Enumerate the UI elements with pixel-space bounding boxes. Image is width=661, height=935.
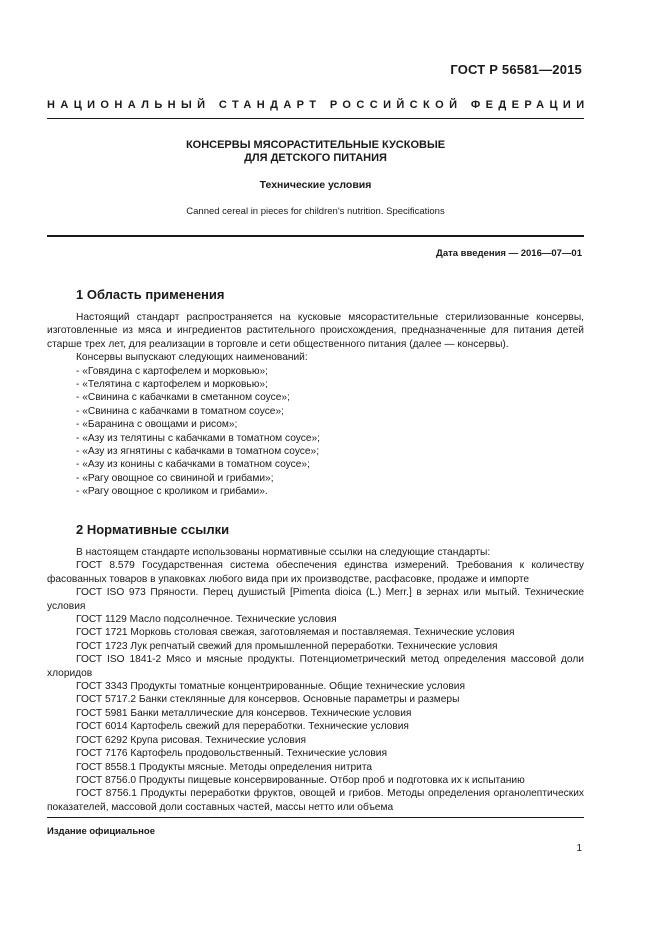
normative-reference: ГОСТ ISO 973 Пряности. Перец душистый [Pimenta dioica (L.) Merr.] в зернах или мытый. Технические условия	[47, 587, 584, 612]
section-1-paragraph: Настоящий стандарт распространяется на кусковые мясорастительные стерилизованные консервы, изготовленные из мяса и ингредиентов растительного происхождения, предназначенные для питания детей старше трех лет, для реализации в торговле и сети общественного питания (далее — консервы).	[47, 312, 584, 350]
list-item: - «Говядина с картофелем и морковью»;	[76, 365, 268, 377]
list-item: - «Азу из конины с кабачками в томатном соусе»;	[76, 459, 310, 471]
normative-reference: ГОСТ 6014 Картофель свежий для переработки. Технические условия	[76, 721, 409, 733]
footer-divider	[47, 817, 584, 818]
national-standard-banner: НАЦИОНАЛЬНЫЙ СТАНДАРТ РОССИЙСКОЙ ФЕДЕРАЦИИ	[47, 99, 590, 111]
list-item: - «Телятина с картофелем и морковью»;	[76, 379, 268, 391]
normative-reference: ГОСТ 8756.0 Продукты пищевые консервированные. Отбор проб и подготовка их к испытанию	[76, 774, 525, 786]
section-1-body	[47, 311, 584, 499]
standard-number: ГОСТ Р 56581—2015	[450, 62, 582, 77]
normative-reference: ГОСТ 5717.2 Банки стеклянные для консервов. Основные параметры и размеры	[76, 694, 460, 706]
normative-reference: ГОСТ 8558.1 Продукты мясные. Методы определения нитрита	[76, 761, 373, 773]
list-item: - «Рагу овощное с кроликом и грибами».	[76, 486, 268, 498]
official-edition-label: Издание официальное	[47, 826, 155, 837]
list-item: - «Азу из ягнятины с кабачками в томатном соусе»;	[76, 446, 320, 458]
normative-reference: ГОСТ 5981 Банки металлические для консервов. Технические условия	[76, 707, 412, 719]
title-line-2: ДЛЯ ДЕТСКОГО ПИТАНИЯ	[244, 152, 387, 164]
normative-reference: ГОСТ 1723 Лук репчатый свежий для промышленной переработки. Технические условия	[76, 640, 498, 652]
title-divider	[47, 235, 584, 237]
normative-reference: ГОСТ ISO 1841-2 Мясо и мясные продукты. Потенциометрический метод определения массовой доли хлоридов	[47, 654, 584, 679]
section-2-intro: В настоящем стандарте использованы нормативные ссылки на следующие стандарты:	[76, 547, 491, 558]
normative-reference: ГОСТ 3343 Продукты томатные концентрированные. Общие технические условия	[76, 681, 466, 693]
document-subtitle: Технические условия	[259, 179, 372, 191]
section-2-heading: 2 Нормативные ссылки	[76, 522, 230, 537]
title-line-1: КОНСЕРВЫ МЯСОРАСТИТЕЛЬНЫЕ КУСКОВЫЕ	[185, 139, 446, 151]
document-title	[47, 139, 584, 165]
list-item: - «Свинина с кабачками в томатном соусе»;	[76, 405, 284, 417]
list-item: - «Азу из телятины с кабачками в томатном соусе»;	[76, 432, 321, 444]
normative-reference: ГОСТ 1129 Масло подсолнечное. Технические условия	[76, 614, 337, 626]
list-item: - «Рагу овощное со свининой и грибами»;	[76, 472, 274, 484]
introduction-date: Дата введения — 2016—07—01	[436, 248, 582, 259]
section-1-heading: 1 Область применения	[76, 287, 225, 302]
normative-reference: ГОСТ 6292 Крупа рисовая. Технические условия	[76, 734, 307, 746]
english-title: Canned cereal in pieces for children's nutrition. Specifications	[186, 206, 445, 217]
normative-reference: ГОСТ 7176 Картофель продовольственный. Технические условия	[76, 748, 387, 760]
list-item: - «Свинина с кабачками в сметанном соусе»;	[76, 392, 290, 404]
product-list	[47, 365, 584, 499]
normative-reference: ГОСТ 8.579 Государственная система обеспечения единства измерений. Требования к количеству фасованных товаров в упаковках любого вида при их производстве, расфасовке, продаже и импорте	[47, 560, 584, 585]
normative-reference: ГОСТ 8756.1 Продукты переработки фруктов, овощей и грибов. Методы определения органолептических показателей, массовой доли составных частей, массы нетто или объема	[47, 788, 584, 813]
list-item: - «Баранина с овощами и рисом»;	[76, 419, 238, 431]
section-2-body	[47, 546, 584, 814]
normative-reference: ГОСТ 1721 Морковь столовая свежая, заготовляемая и поставляемая. Технические условия	[76, 627, 515, 639]
section-1-list-intro: Консервы выпускают следующих наименований:	[76, 352, 308, 364]
top-divider	[47, 118, 584, 119]
page-number: 1	[576, 843, 582, 854]
